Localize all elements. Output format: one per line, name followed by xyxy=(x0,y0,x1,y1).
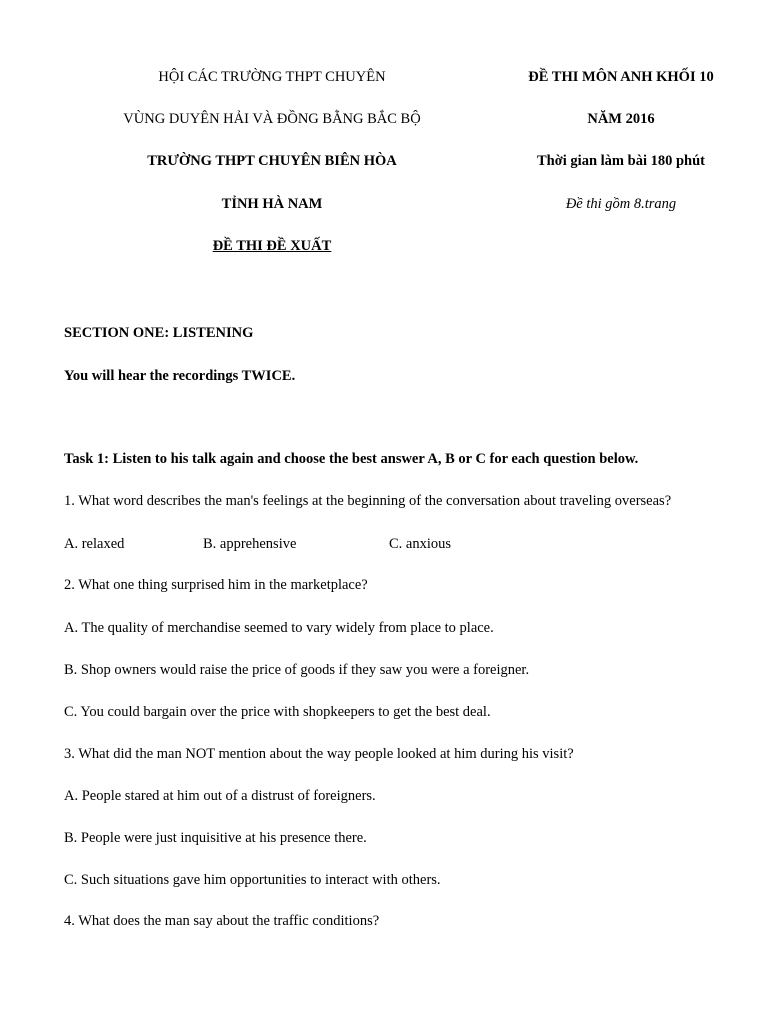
question-2-option-c: C. You could bargain over the price with shopkeepers to get the best deal. xyxy=(64,704,491,720)
question-3-option-c: C. Such situations gave him opportunities to interact with others. xyxy=(64,872,441,888)
section-title: SECTION ONE: LISTENING xyxy=(64,325,254,341)
question-3-option-b: B. People were just inquisitive at his presence there. xyxy=(64,830,367,846)
exam-duration: Thời gian làm bài 180 phút xyxy=(537,153,705,169)
question-2-option-b: B. Shop owners would raise the price of goods if they saw you were a foreigner. xyxy=(64,662,530,678)
school-name: TRƯỜNG THPT CHUYÊN BIÊN HÒA xyxy=(147,153,397,169)
question-3-option-a: A. People stared at him out of a distrust of foreigners. xyxy=(64,788,376,804)
exam-title: ĐỀ THI MÔN ANH KHỐI 10 xyxy=(528,69,714,85)
question-1: 1. What word describes the man's feelings at the beginning of the conversation about traveling overseas? xyxy=(64,493,672,509)
task-title: Task 1: Listen to his talk again and choose the best answer A, B or C for each question below. xyxy=(64,451,639,467)
region-name: VÙNG DUYÊN HẢI VÀ ĐỒNG BẰNG BẮC BỘ xyxy=(123,111,421,127)
question-4: 4. What does the man say about the traffic conditions? xyxy=(64,913,380,929)
section-instruction: You will hear the recordings TWICE. xyxy=(64,368,296,384)
question-1-option-c: C. anxious xyxy=(389,536,452,552)
question-2: 2. What one thing surprised him in the marketplace? xyxy=(64,577,368,593)
proposed-exam-label: ĐỀ THI ĐỀ XUẤT xyxy=(212,238,332,254)
page-count: Đề thi gồm 8.trang xyxy=(565,196,677,212)
organization-name: HỘI CÁC TRƯỜNG THPT CHUYÊN xyxy=(158,69,386,85)
question-1-option-b: B. apprehensive xyxy=(203,536,297,552)
exam-year: NĂM 2016 xyxy=(587,111,655,127)
province-name: TỈNH HÀ NAM xyxy=(221,196,323,212)
question-1-option-a: A. relaxed xyxy=(64,536,125,552)
question-3: 3. What did the man NOT mention about the way people looked at him during his visit? xyxy=(64,746,574,762)
question-2-option-a: A. The quality of merchandise seemed to vary widely from place to place. xyxy=(64,620,494,636)
